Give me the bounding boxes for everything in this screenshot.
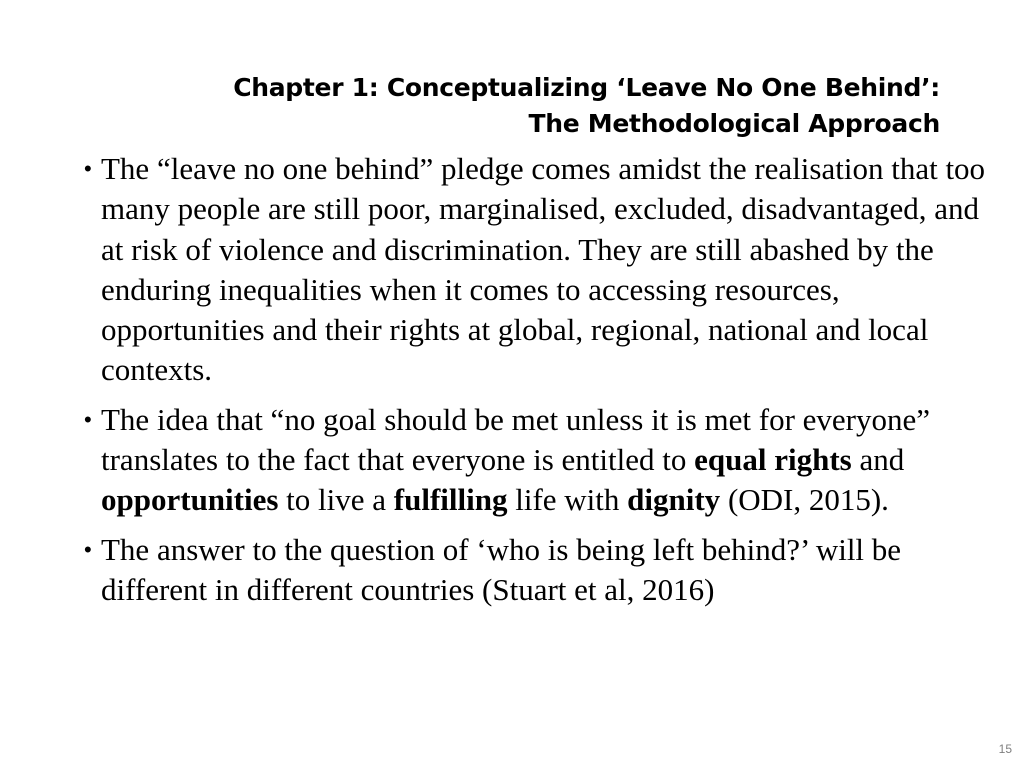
bullet-2-text-part-2: and <box>851 442 905 478</box>
slide-title-line-2: The Methodological Approach <box>528 109 940 138</box>
bullet-list <box>84 149 994 619</box>
bullet-item-3 <box>84 530 994 611</box>
bullet-2-bold-opportunities: opportunities <box>101 482 279 518</box>
bullet-text-3: The answer to the question of ‘who is being left behind?’ will be different in different countries (Stuart et al, 2016) <box>101 531 902 607</box>
bullet-item-2 <box>84 400 994 521</box>
slide-title <box>120 70 940 142</box>
bullet-2-text-part-5: (ODI, 2015). <box>720 482 889 518</box>
slide-title-line-1: Chapter 1: Conceptualizing ‘Leave No One Behind’: <box>233 73 940 102</box>
bullet-icon: • <box>84 536 92 562</box>
bullet-text-2 <box>101 402 930 518</box>
bullet-2-text-part-1: The idea that “no goal should be met unless it is met for everyone” translates to the fact that everyone is entitled to <box>101 401 931 478</box>
bullet-2-text-part-4: life with <box>507 482 628 518</box>
bullet-2-bold-equal-rights: equal rights <box>694 442 852 478</box>
bullet-2-text-part-3: to live a <box>278 482 394 518</box>
bullet-item-1 <box>84 149 994 391</box>
page-number: 15 <box>998 742 1012 756</box>
bullet-2-bold-fulfilling: fulfilling <box>393 482 508 518</box>
bullet-text-1: The “leave no one behind” pledge comes amidst the realisation that too many people are still poor, marginalised, excluded, disadvantaged, and at risk of violence and discrimination. They are still abashed by the enduring inequalities when it comes to accessing resources, opportunities and their rights at global, regional, national and local contexts. <box>101 151 986 388</box>
bullet-icon: • <box>84 406 92 432</box>
bullet-icon: • <box>84 156 92 181</box>
bullet-2-bold-dignity: dignity <box>627 482 721 518</box>
